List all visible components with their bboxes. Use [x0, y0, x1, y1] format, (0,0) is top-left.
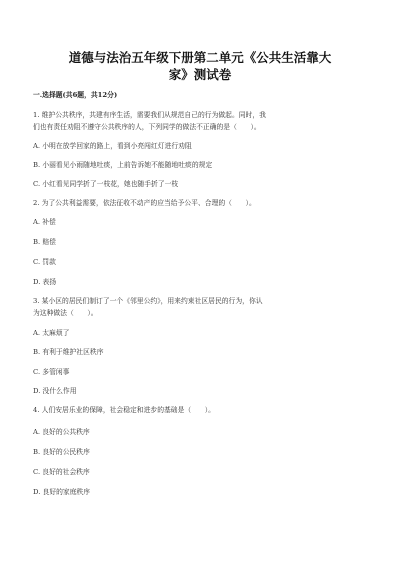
- q4-stem: 4. 人们安居乐业的保障，社会稳定和进步的基础是（ ）。: [33, 406, 215, 414]
- q2-option-c: C. 罚款: [33, 258, 56, 266]
- q1-option-a: A. 小明在放学回家的路上，看到小亮闯红灯进行劝阻: [33, 142, 192, 150]
- q3-option-c: C. 多管闲事: [33, 368, 70, 376]
- q1-option-c: C. 小红看见同学折了一枝花，她也随手折了一枝: [33, 180, 179, 188]
- q2-stem: 2. 为了公共利益需要，依法征收不动产的应当给予公平、合理的（ ）。: [33, 199, 256, 207]
- q2-option-d: D. 表扬: [33, 278, 57, 286]
- q2-option-a: A. 补偿: [33, 218, 56, 226]
- q4-option-a: A. 良好的公共秩序: [33, 428, 90, 436]
- page-title-line-2: 家》测试卷: [168, 67, 232, 82]
- q3-option-d: D. 没什么作用: [33, 387, 77, 395]
- q4-option-d: D. 良好的家庭秩序: [33, 488, 91, 496]
- q3-option-b: B. 有利于维护社区秩序: [33, 348, 104, 356]
- q1-stem-line-2: 们也有责任劝阻不遵守公共秩序的人，下列同学的做法不正确的是（ ）。: [33, 123, 261, 131]
- section-heading: 一.选择题(共6题，共12分): [33, 91, 118, 99]
- page-title-line-1: 道德与法治五年级下册第二单元《公共生活靠大: [68, 50, 332, 65]
- q3-stem-line-1: 3. 某小区的居民们制订了一个《邻里公约》，用来约束社区居民的行为，你认: [33, 297, 263, 305]
- q1-stem-line-1: 1. 维护公共秩序，共建有序生活，需要我们从规范自己的行为做起。同时，我: [33, 111, 266, 119]
- q4-option-c: C. 良好的社会秩序: [33, 468, 90, 476]
- q3-option-a: A. 太麻烦了: [33, 329, 70, 337]
- q1-option-b: B. 小丽看见小雨随地吐痰，上前告诉她不能随地吐痰的规定: [33, 161, 213, 169]
- q4-option-b: B. 良好的公民秩序: [33, 448, 90, 456]
- q2-option-b: B. 赔偿: [33, 238, 56, 246]
- q3-stem-line-2: 为这种做法（ ）。: [33, 309, 98, 317]
